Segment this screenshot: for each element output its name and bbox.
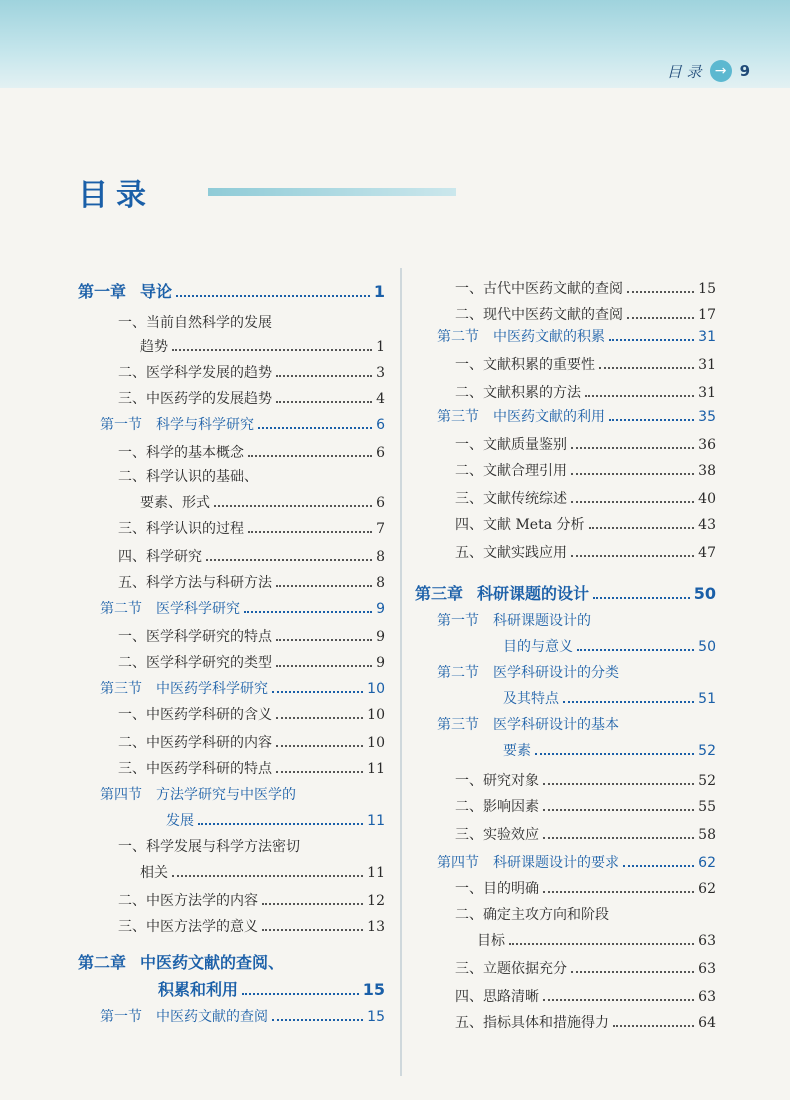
toc-entry-item <box>140 340 385 354</box>
leader-dots <box>571 473 694 475</box>
toc-entry-text: 二、医学科学研究的类型 <box>118 655 272 671</box>
leader-dots <box>627 291 694 293</box>
leader-dots <box>276 745 363 747</box>
toc-entry-item <box>455 828 716 842</box>
leader-dots <box>176 295 370 297</box>
leader-dots <box>172 349 372 351</box>
toc-entry-label <box>100 602 240 616</box>
toc-entry-text: 科研课题设计的 <box>493 613 591 629</box>
leader-dots <box>609 339 694 341</box>
toc-entry-label <box>455 308 623 322</box>
toc-entry-text: 三、中医药学的发展趋势 <box>118 391 272 407</box>
toc-entry-label <box>437 856 619 870</box>
toc-entry-section <box>437 666 716 680</box>
toc-page-number: 4 <box>376 391 385 407</box>
toc-entry-label <box>455 358 595 372</box>
toc-page-number: 11 <box>367 761 385 777</box>
toc-entry-text: 中医药文献的查阅、 <box>140 953 285 972</box>
toc-entry-item <box>118 840 385 854</box>
leader-dots <box>214 505 372 507</box>
toc-entry-item <box>118 316 385 330</box>
arrow-right-icon: → <box>710 60 732 82</box>
toc-entry-text: 一、当前自然科学的发展 <box>118 315 272 331</box>
toc-entry-text: 四、文献 Meta 分析 <box>455 517 585 533</box>
toc-entry-text: 二、文献合理引用 <box>455 463 567 479</box>
toc-page-number: 31 <box>698 357 716 373</box>
toc-page-number: 12 <box>367 893 385 909</box>
toc-entry-label <box>140 340 168 354</box>
toc-page-number: 35 <box>698 409 716 425</box>
toc-entry-text: 一、文献积累的重要性 <box>455 357 595 373</box>
toc-entry-text: 医学科研设计的分类 <box>493 665 619 681</box>
toc-entry-label <box>140 496 210 510</box>
toc-entry-text: 一、研究对象 <box>455 773 539 789</box>
toc-entry-item <box>118 736 385 750</box>
leader-dots <box>571 447 694 449</box>
toc-entry-item <box>140 866 385 880</box>
toc-entry-label <box>118 762 272 776</box>
leader-dots <box>248 531 372 533</box>
toc-page-number: 52 <box>698 743 716 759</box>
toc-entry-label <box>455 800 539 814</box>
toc-page-number: 40 <box>698 491 716 507</box>
toc-entry-text: 二、确定主攻方向和阶段 <box>455 907 609 923</box>
toc-entry-item <box>455 546 716 560</box>
toc-entry-text: 一、文献质量鉴别 <box>455 437 567 453</box>
toc-entry-text: 科研课题的设计 <box>477 584 590 603</box>
toc-entry-label <box>100 788 296 802</box>
toc-page-number: 15 <box>362 980 385 999</box>
toc-page-number: 10 <box>367 681 385 697</box>
toc-entry-number: 第二节 <box>437 665 479 681</box>
toc-entry-item <box>118 392 385 406</box>
toc-entry-text: 趋势 <box>140 339 168 355</box>
toc-entry-number: 第二节 <box>437 329 479 345</box>
leader-dots <box>613 1025 694 1027</box>
toc-entry-item <box>118 920 385 934</box>
toc-entry-label <box>455 438 567 452</box>
toc-entry-label <box>455 518 585 532</box>
toc-entry-label <box>100 418 254 432</box>
toc-entry-section <box>166 814 385 828</box>
toc-entry-item <box>455 774 716 788</box>
toc-entry-text: 目的与意义 <box>503 639 573 655</box>
leader-dots <box>272 1019 363 1021</box>
toc-entry-text: 医学科研设计的基本 <box>493 717 619 733</box>
toc-entry-number: 第一节 <box>100 1009 142 1025</box>
toc-entry-text: 二、中医药学科研的内容 <box>118 735 272 751</box>
toc-entry-item <box>118 550 385 564</box>
toc-entry-label <box>455 882 539 896</box>
toc-entry-label <box>437 330 605 344</box>
toc-entry-text: 二、文献积累的方法 <box>455 385 581 401</box>
toc-entry-label <box>100 682 268 696</box>
toc-entry-text: 要素 <box>503 743 531 759</box>
toc-entry-number: 第一节 <box>437 613 479 629</box>
toc-entry-label <box>455 546 567 560</box>
toc-entry-text: 五、文献实践应用 <box>455 545 567 561</box>
toc-entry-label <box>437 614 591 628</box>
toc-entry-label <box>78 284 172 300</box>
leader-dots <box>276 401 372 403</box>
toc-page-number: 10 <box>367 707 385 723</box>
toc-entry-section <box>437 718 716 732</box>
leader-dots <box>248 455 372 457</box>
toc-entry-chapter <box>78 284 385 300</box>
toc-entry-label <box>118 316 272 330</box>
leader-dots <box>272 691 363 693</box>
toc-entry-section <box>100 788 385 802</box>
leader-dots <box>262 903 363 905</box>
toc-entry-item <box>455 800 716 814</box>
toc-page-number: 11 <box>367 865 385 881</box>
toc-entry-label <box>437 666 619 680</box>
toc-entry-text: 方法学研究与中医学的 <box>156 787 296 803</box>
toc-entry-section <box>100 418 385 432</box>
leader-dots <box>589 527 695 529</box>
toc-entry-label <box>455 386 581 400</box>
leader-dots <box>198 823 363 825</box>
toc-entry-text: 中医药学科学研究 <box>156 681 268 697</box>
toc-entry-section <box>437 410 716 424</box>
toc-entry-item <box>455 438 716 452</box>
toc-page-number: 9 <box>376 629 385 645</box>
toc-entry-item <box>455 358 716 372</box>
leader-dots <box>599 367 694 369</box>
toc-entry-item <box>118 762 385 776</box>
toc-entry-label <box>455 828 539 842</box>
toc-entry-text: 三、科学认识的过程 <box>118 521 244 537</box>
toc-entry-item <box>118 656 385 670</box>
leader-dots <box>276 375 372 377</box>
toc-page-number: 6 <box>376 445 385 461</box>
toc-entry-label <box>118 392 272 406</box>
toc-page-number: 13 <box>367 919 385 935</box>
toc-entry-label <box>78 955 284 971</box>
running-title: 目 录 <box>666 62 702 81</box>
toc-entry-text: 一、中医药学科研的含义 <box>118 707 272 723</box>
toc-page-number: 15 <box>367 1009 385 1025</box>
toc-entry-section <box>503 744 716 758</box>
toc-entry-text: 四、思路清晰 <box>455 989 539 1005</box>
toc-page-number: 15 <box>698 281 716 297</box>
toc-entry-text: 二、科学认识的基础、 <box>118 469 258 485</box>
toc-entry-label <box>118 366 272 380</box>
toc-page-number: 7 <box>376 521 385 537</box>
toc-entry-label <box>455 908 609 922</box>
toc-entry-label <box>118 522 244 536</box>
toc-entry-text: 科学与科学研究 <box>156 417 254 433</box>
toc-page-number: 6 <box>376 417 385 433</box>
toc-entry-text: 相关 <box>140 865 168 881</box>
toc-page-number: 52 <box>698 773 716 789</box>
leader-dots <box>172 875 363 877</box>
toc-entry-label <box>118 840 300 854</box>
toc-page-number: 9 <box>376 601 385 617</box>
leader-dots <box>276 771 363 773</box>
toc-page-number: 8 <box>376 549 385 565</box>
toc-entry-number: 第四节 <box>100 787 142 803</box>
toc-page-number: 6 <box>376 495 385 511</box>
toc-entry-label <box>118 576 272 590</box>
toc-entry-label <box>118 470 258 484</box>
leader-dots <box>543 783 694 785</box>
toc-entry-chapter <box>415 586 716 602</box>
toc-entry-label <box>415 586 589 602</box>
toc-page-number: 63 <box>698 961 716 977</box>
toc-entry-item <box>455 282 716 296</box>
toc-page-number: 47 <box>698 545 716 561</box>
toc-page-number: 31 <box>698 329 716 345</box>
toc-entry-text: 中医药文献的查阅 <box>156 1009 268 1025</box>
toc-entry-number: 第三节 <box>100 681 142 697</box>
toc-entry-text: 四、科学研究 <box>118 549 202 565</box>
toc-page-number: 3 <box>376 365 385 381</box>
toc-entry-text: 一、古代中医药文献的查阅 <box>455 281 623 297</box>
leader-dots <box>543 999 694 1001</box>
toc-entry-number: 第一章 <box>78 282 127 301</box>
leader-dots <box>623 865 694 867</box>
toc-entry-label <box>503 692 559 706</box>
leader-dots <box>276 665 372 667</box>
toc-entry-number: 第三章 <box>415 584 464 603</box>
title-rule <box>208 188 456 196</box>
leader-dots <box>627 317 694 319</box>
toc-entry-item <box>118 470 385 484</box>
toc-page-number: 31 <box>698 385 716 401</box>
toc-entry-item <box>140 496 385 510</box>
toc-page-number: 1 <box>376 339 385 355</box>
toc-entry-item <box>477 934 716 948</box>
toc-page-number: 43 <box>698 517 716 533</box>
toc-entry-text: 三、立题依据充分 <box>455 961 567 977</box>
toc-entry-text: 科研课题设计的要求 <box>493 855 619 871</box>
leader-dots <box>262 929 363 931</box>
toc-entry-label <box>455 464 567 478</box>
toc-entry-text: 发展 <box>166 813 194 829</box>
toc-page-number: 10 <box>367 735 385 751</box>
page-title: 目录 <box>78 178 154 213</box>
leader-dots <box>577 649 694 651</box>
toc-entry-text: 二、医学科学发展的趋势 <box>118 365 272 381</box>
toc-entry-label <box>158 982 238 998</box>
toc-entry-text: 积累和利用 <box>158 980 239 999</box>
toc-page-number: 64 <box>698 1015 716 1031</box>
toc-page-number: 11 <box>367 813 385 829</box>
toc-page-number: 38 <box>698 463 716 479</box>
toc-entry-label <box>455 774 539 788</box>
toc-entry-item <box>455 308 716 322</box>
toc-entry-section <box>100 602 385 616</box>
toc-page-number: 36 <box>698 437 716 453</box>
toc-entry-label <box>455 492 567 506</box>
leader-dots <box>571 971 694 973</box>
leader-dots <box>571 555 694 557</box>
toc-entry-number: 第三节 <box>437 409 479 425</box>
toc-page-number: 63 <box>698 933 716 949</box>
toc-page-number: 63 <box>698 989 716 1005</box>
toc-entry-label <box>503 640 573 654</box>
toc-entry-item <box>118 630 385 644</box>
toc-entry-number: 第三节 <box>437 717 479 733</box>
toc-entry-item <box>118 708 385 722</box>
toc-entry-number: 第二章 <box>78 953 127 972</box>
running-header <box>667 60 750 82</box>
toc-entry-item <box>118 894 385 908</box>
toc-entry-text: 二、影响因素 <box>455 799 539 815</box>
toc-entry-label <box>100 1010 268 1024</box>
toc-page-number: 50 <box>698 639 716 655</box>
toc-entry-text: 三、文献传统综述 <box>455 491 567 507</box>
toc-page-number: 58 <box>698 827 716 843</box>
toc-entry-label <box>503 744 531 758</box>
toc-entry-number: 第四节 <box>437 855 479 871</box>
toc-entry-item <box>118 366 385 380</box>
toc-entry-section <box>437 330 716 344</box>
leader-dots <box>276 585 372 587</box>
toc-entry-item <box>455 990 716 1004</box>
toc-entry-text: 要素、形式 <box>140 495 210 511</box>
toc-entry-label <box>118 550 202 564</box>
toc-entry-number: 第二节 <box>100 601 142 617</box>
toc-entry-label <box>477 934 505 948</box>
toc-entry-item <box>455 1016 716 1030</box>
toc-entry-label <box>455 962 567 976</box>
toc-entry-section <box>100 1010 385 1024</box>
toc-entry-item <box>455 962 716 976</box>
toc-entry-text: 及其特点 <box>503 691 559 707</box>
toc-entry-label <box>437 718 619 732</box>
toc-entry-label <box>437 410 605 424</box>
toc-entry-item <box>455 908 716 922</box>
toc-entry-item <box>118 576 385 590</box>
toc-entry-number: 第一节 <box>100 417 142 433</box>
toc-page-number: 8 <box>376 575 385 591</box>
leader-dots <box>206 559 372 561</box>
toc-entry-text: 二、现代中医药文献的查阅 <box>455 307 623 323</box>
toc-entry-text: 医学科学研究 <box>156 601 240 617</box>
toc-entry-label <box>118 446 244 460</box>
toc-entry-label <box>118 920 258 934</box>
toc-entry-text: 五、指标具体和措施得力 <box>455 1015 609 1031</box>
leader-dots <box>276 639 372 641</box>
toc-entry-label <box>140 866 168 880</box>
leader-dots <box>276 717 363 719</box>
toc-entry-text: 中医药文献的利用 <box>493 409 605 425</box>
toc-entry-text: 三、中医方法学的意义 <box>118 919 258 935</box>
toc-entry-text: 中医药文献的积累 <box>493 329 605 345</box>
leader-dots <box>242 993 359 995</box>
toc-entry-item <box>455 518 716 532</box>
leader-dots <box>543 837 694 839</box>
toc-entry-item <box>118 446 385 460</box>
toc-page-number: 17 <box>698 307 716 323</box>
toc-page-number: 1 <box>373 282 385 301</box>
toc-entry-text: 三、中医药学科研的特点 <box>118 761 272 777</box>
toc-entry-section <box>503 640 716 654</box>
leader-dots <box>509 943 694 945</box>
toc-entry-item <box>455 464 716 478</box>
toc-entry-label <box>118 736 272 750</box>
leader-dots <box>563 701 694 703</box>
leader-dots <box>258 427 372 429</box>
toc-entry-text: 导论 <box>140 282 173 301</box>
leader-dots <box>535 753 694 755</box>
leader-dots <box>609 419 694 421</box>
leader-dots <box>543 891 694 893</box>
leader-dots <box>593 597 690 599</box>
page-number: 9 <box>739 62 750 80</box>
toc-page-number: 51 <box>698 691 716 707</box>
leader-dots <box>585 395 694 397</box>
leader-dots <box>543 809 694 811</box>
toc-entry-section <box>503 692 716 706</box>
toc-entry-label <box>118 630 272 644</box>
toc-entry-item <box>455 386 716 400</box>
toc-entry-label <box>118 894 258 908</box>
toc-entry-label <box>118 708 272 722</box>
toc-entry-text: 目标 <box>477 933 505 949</box>
toc-entry-item <box>118 522 385 536</box>
toc-entry-text: 一、科学的基本概念 <box>118 445 244 461</box>
toc-entry-text: 二、中医方法学的内容 <box>118 893 258 909</box>
toc-entry-label <box>166 814 194 828</box>
toc-entry-label <box>455 1016 609 1030</box>
toc-page-number: 62 <box>698 855 716 871</box>
toc-page-number: 9 <box>376 655 385 671</box>
toc-entry-text: 一、科学发展与科学方法密切 <box>118 839 300 855</box>
toc-entry-section <box>437 614 716 628</box>
toc-entry-label <box>455 990 539 1004</box>
leader-dots <box>571 501 694 503</box>
toc-entry-text: 三、实验效应 <box>455 827 539 843</box>
toc-entry-section <box>100 682 385 696</box>
toc-entry-section <box>437 856 716 870</box>
toc-entry-text: 一、目的明确 <box>455 881 539 897</box>
toc-entry-item <box>455 492 716 506</box>
toc-page-number: 50 <box>693 584 716 603</box>
toc-entry-label <box>455 282 623 296</box>
toc-entry-chapter <box>78 955 385 971</box>
leader-dots <box>244 611 372 613</box>
toc-entry-chapter <box>158 982 385 998</box>
toc-entry-item <box>455 882 716 896</box>
toc-entry-text: 五、科学方法与科研方法 <box>118 575 272 591</box>
toc-page-number: 55 <box>698 799 716 815</box>
toc-entry-label <box>118 656 272 670</box>
toc-page-number: 62 <box>698 881 716 897</box>
toc-entry-text: 一、医学科学研究的特点 <box>118 629 272 645</box>
column-divider <box>400 268 402 1076</box>
